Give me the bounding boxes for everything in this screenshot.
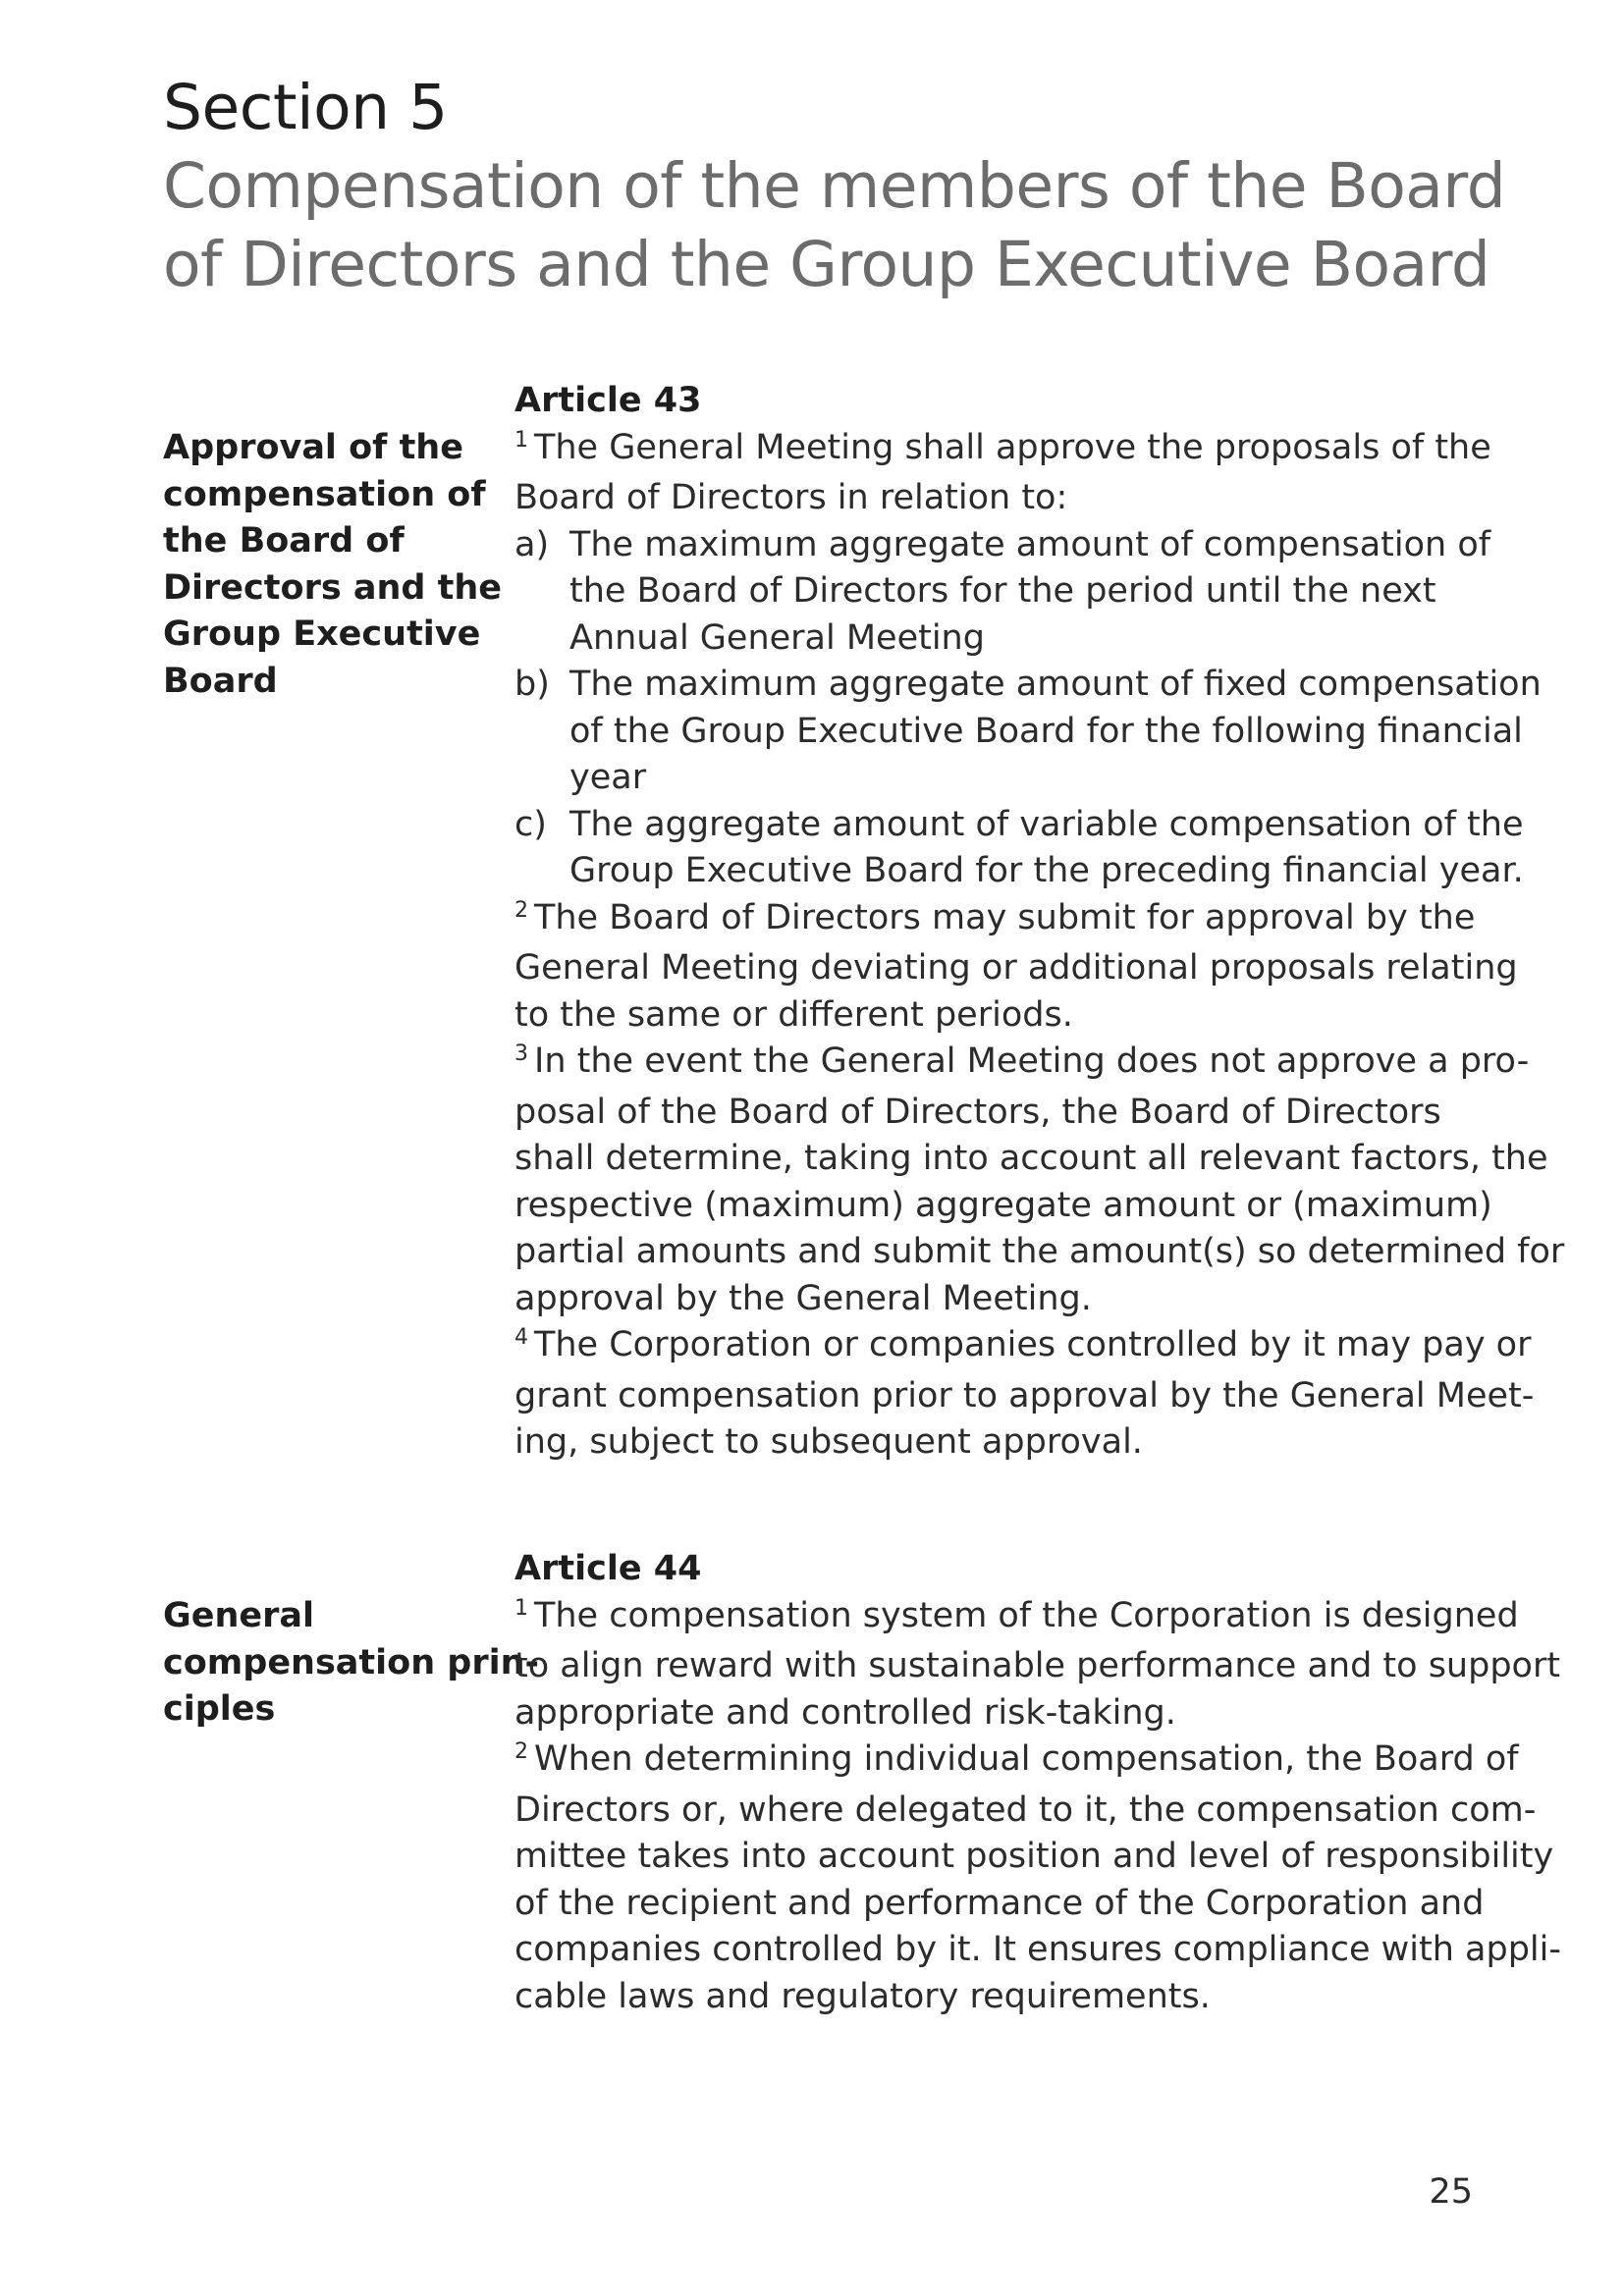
- paragraph-line: In the event the General Meeting does not approve a pro-: [534, 1041, 1530, 1081]
- side-heading-approval: [163, 425, 516, 705]
- paragraph-line: ing, subject to subsequent approval.: [514, 1422, 1143, 1462]
- list-item-line: of the Group Executive Board for the following financial: [569, 711, 1523, 751]
- list-item-b: [514, 662, 1542, 802]
- side-heading-line: Group Executive: [163, 614, 481, 654]
- paragraph-2: [514, 1736, 1561, 2020]
- paragraph-line: When determining individual compensation, the Board of: [534, 1739, 1519, 1779]
- list-marker: b): [514, 665, 550, 704]
- paragraph-line: grant compensation prior to approval by the General Meet-: [514, 1375, 1535, 1415]
- side-heading-line: compensation of: [163, 474, 486, 514]
- paragraph-line: Board of Directors in relation to:: [514, 478, 1068, 517]
- list-marker: c): [514, 804, 547, 844]
- paragraph-1: [514, 425, 1496, 522]
- page-number: 25: [1429, 2172, 1473, 2212]
- paragraph-4: [514, 1322, 1535, 1467]
- list-item-line: Annual General Meeting: [569, 617, 985, 658]
- paragraph-1: [514, 1593, 1561, 1737]
- paragraph-number: 1: [514, 427, 528, 453]
- paragraph-line: appropriate and controlled risk-taking.: [514, 1692, 1176, 1733]
- paragraph-line: partial amounts and submit the amount(s) so determined for: [514, 1232, 1565, 1271]
- paragraph-number: 2: [514, 1739, 528, 1764]
- side-heading-line: the Board of: [163, 521, 405, 561]
- paragraph-line: approval by the General Meeting.: [514, 1278, 1092, 1318]
- list-item-line: Group Executive Board for the preceding financial year.: [569, 851, 1524, 890]
- paragraph-line: respective (maximum) aggregate amount or (maximum): [514, 1185, 1492, 1225]
- side-heading-line: General: [163, 1596, 314, 1635]
- paragraph-line: to the same or different periods.: [514, 994, 1073, 1035]
- article-title: Article 43: [514, 381, 702, 420]
- paragraph-line: posal of the Board of Directors, the Board of Directors: [514, 1092, 1441, 1132]
- section-header: [163, 69, 1538, 304]
- paragraph-line: The Board of Directors may submit for approval by the: [534, 897, 1476, 937]
- paragraph-line: Directors or, where delegated to it, the compensation com-: [514, 1789, 1537, 1830]
- paragraph-line: of the recipient and performance of the Corporation and: [514, 1883, 1485, 1923]
- section-title: [163, 147, 1538, 304]
- list-item-line: the Board of Directors for the period until the next: [569, 571, 1436, 611]
- section-title-line: Compensation of the members of the Board: [163, 150, 1506, 222]
- section-title-line: of Directors and the Group Executive Board: [163, 229, 1490, 300]
- list-item-c: [514, 802, 1524, 895]
- list-item-line: The maximum aggregate amount of fixed compensation: [569, 665, 1542, 704]
- paragraph-2: [514, 895, 1518, 1040]
- article-43-content: [514, 378, 1565, 1467]
- list-marker: a): [514, 524, 550, 564]
- article-44-content: [514, 1546, 1561, 2020]
- paragraph-number: 1: [514, 1595, 528, 1621]
- side-heading-line: Directors and the: [163, 567, 503, 608]
- paragraph-line: to align reward with sustainable performance and to support: [514, 1646, 1561, 1685]
- paragraph-line: shall determine, taking into account all relevant factors, the: [514, 1139, 1548, 1178]
- paragraph-number: 4: [514, 1325, 528, 1350]
- section-number: Section 5: [163, 72, 448, 143]
- side-heading-line: ciples: [163, 1689, 276, 1729]
- paragraph-line: General Meeting deviating or additional proposals relating: [514, 948, 1518, 988]
- side-heading-line: compensation prin-: [163, 1642, 540, 1682]
- paragraph-line: The compensation system of the Corporation is designed: [534, 1595, 1519, 1635]
- paragraph-3: [514, 1039, 1565, 1322]
- article-title: Article 44: [514, 1549, 702, 1588]
- paragraph-number: 3: [514, 1041, 528, 1066]
- side-heading-line: Approval of the: [163, 428, 463, 467]
- paragraph-line: The Corporation or companies controlled by it may pay or: [534, 1325, 1532, 1364]
- side-heading-principles: [163, 1593, 540, 1734]
- paragraph-line: companies controlled by it. It ensures compliance with appli-: [514, 1930, 1561, 1969]
- side-heading-line: Board: [163, 661, 278, 701]
- list-item-line: year: [569, 758, 647, 797]
- paragraph-number: 2: [514, 897, 528, 923]
- paragraph-line: The General Meeting shall approve the proposals of the: [534, 427, 1491, 467]
- paragraph-line: mittee takes into account position and level of responsibility: [514, 1837, 1554, 1876]
- paragraph-line: cable laws and regulatory requirements.: [514, 1976, 1211, 2016]
- list-item-line: The maximum aggregate amount of compensation of: [569, 524, 1491, 564]
- list-item-line: The aggregate amount of variable compensation of the: [569, 804, 1524, 844]
- list-item-a: [514, 522, 1496, 663]
